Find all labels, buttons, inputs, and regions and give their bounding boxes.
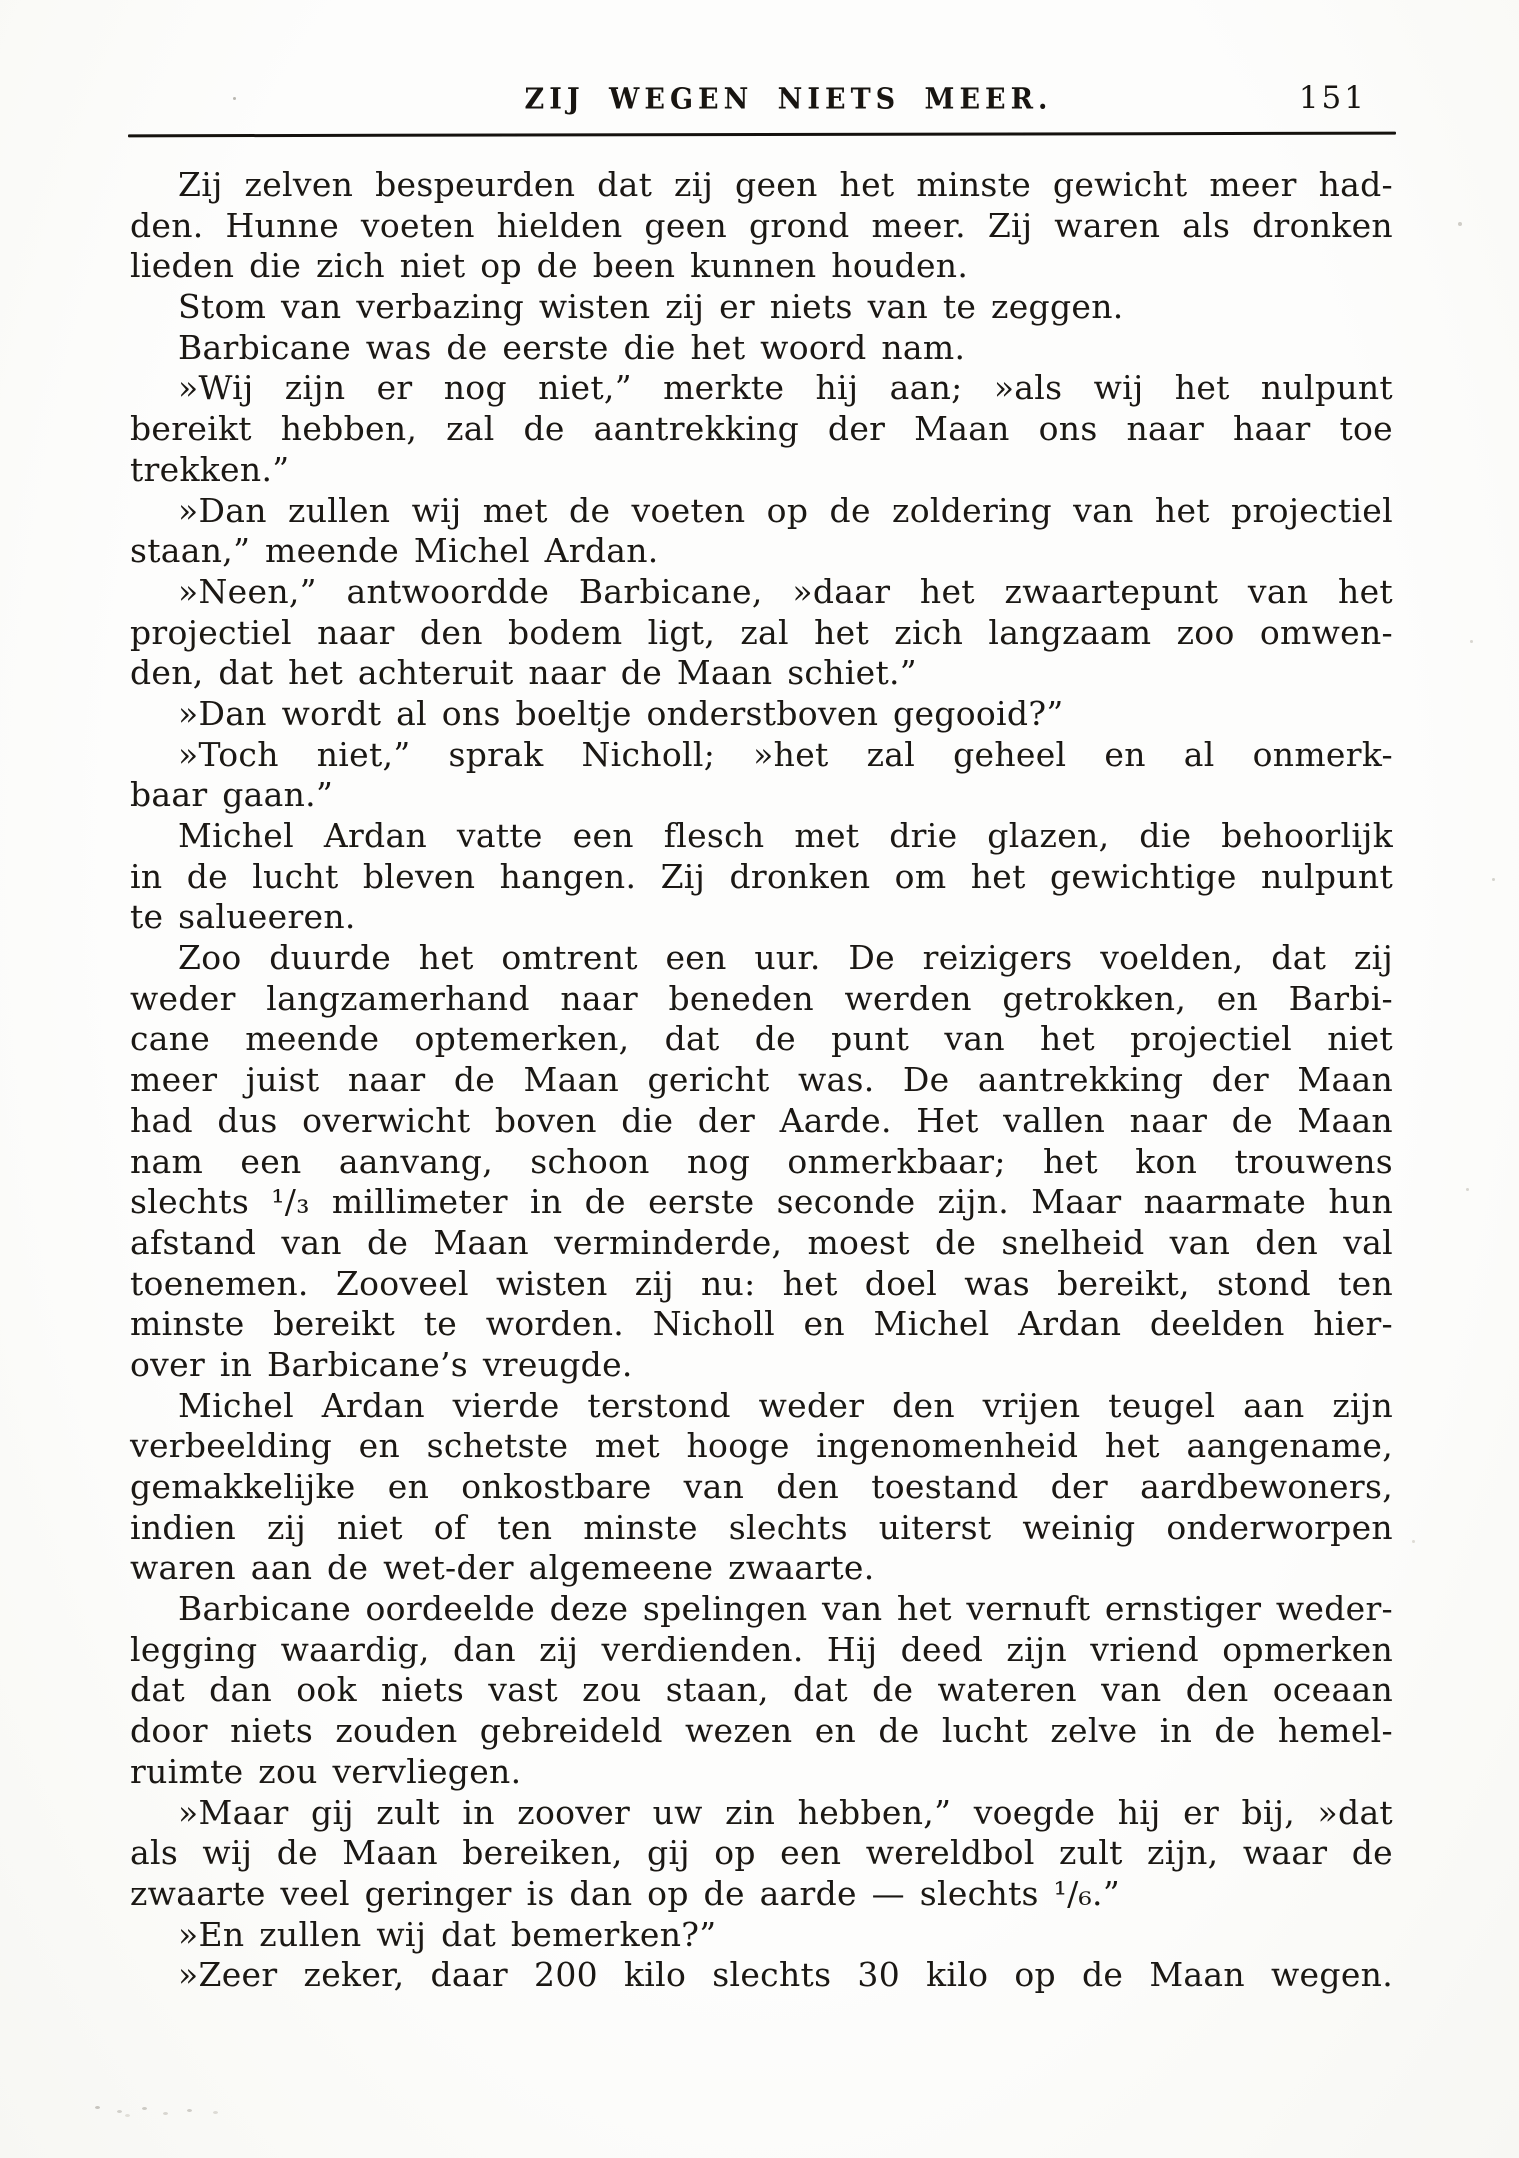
text-line: cane meende optemerken, dat de punt van het projectiel niet [130,1019,1393,1059]
text-line: slechts ¹/₃ millimeter in de eerste seconde zijn. Maar naarmate hun [130,1182,1393,1222]
text-line: indien zij niet of ten minste slechts uiterst weinig onderworpen [130,1507,1393,1547]
text-line: als wij de Maan bereiken, gij op een wereldbol zult zijn, waar de [130,1833,1393,1873]
text-line: »Wij zijn er nog niet,” merkte hij aan; »als wij het nulpunt [178,368,1393,408]
text-line: »Zeer zeker, daar 200 kilo slechts 30 kilo op de Maan wegen. [178,1955,1393,1995]
text-line: weder langzamerhand naar beneden werden getrokken, en Barbi- [130,978,1393,1018]
text-line: Stom van verbazing wisten zij er niets van te zeggen. [178,287,1124,327]
text-line: baar gaan.” [130,775,334,815]
text-line: »Toch niet,” sprak Nicholl; »het zal geheel en al onmerk- [178,734,1393,774]
text-line: waren aan de wet-der algemeene zwaarte. [130,1548,875,1588]
text-line: over in Barbicane’s vreugde. [130,1344,633,1384]
text-line: dat dan ook niets vast zou staan, dat de wateren van den oceaan [130,1670,1393,1710]
text-line: minste bereikt te worden. Nicholl en Michel Ardan deelden hier- [130,1304,1393,1344]
text-line: »Maar gij zult in zoover uw zin hebben,” voegde hij er bij, »dat [178,1792,1393,1832]
text-line: den, dat het achteruit naar de Maan schiet.” [130,653,917,693]
text-line: »En zullen wij dat bemerken?” [178,1914,717,1954]
text-line: den. Hunne voeten hielden geen grond meer. Zij waren als dronken [130,205,1393,245]
text-line: verbeelding en schetste met hooge ingenomenheid het aangename, [130,1426,1393,1466]
text-line: »Neen,” antwoordde Barbicane, »daar het zwaartepunt van het [178,571,1393,611]
text-line: bereikt hebben, zal de aantrekking der Maan ons naar haar toe [130,409,1393,449]
text-line: Zij zelven bespeurden dat zij geen het minste gewicht meer had- [178,165,1393,204]
text-line: toenemen. Zooveel wisten zij nu: het doel was bereikt, stond ten [130,1263,1393,1303]
text-line: gemakkelijke en onkostbare van den toestand der aardbewoners, [130,1467,1393,1506]
header-rule [128,132,1396,138]
scan-artifact [1412,1540,1415,1543]
text-line: »Dan zullen wij met de voeten op de zoldering van het projectiel [178,490,1393,530]
text-line: »Dan wordt al ons boeltje onderstboven gegooid?” [178,693,1064,733]
page-header [130,80,1393,130]
text-line: nam een aanvang, schoon nog onmerkbaar; het kon trouwens [130,1141,1393,1181]
text-line: ruimte zou vervliegen. [130,1751,522,1791]
scan-artifact [1470,640,1473,643]
body-text [130,165,1393,1996]
running-title: ZIJ WEGEN NIETS MEER. [524,82,1053,117]
text-line: meer juist naar de Maan gericht was. De aantrekking der Maan [130,1060,1393,1100]
text-line: afstand van de Maan verminderde, moest de snelheid van den val [130,1222,1393,1262]
text-line: in de lucht bleven hangen. Zij dronken om het gewichtige nulpunt [130,856,1393,896]
text-line: staan,” meende Michel Ardan. [130,531,659,571]
scan-artifact [1466,1188,1469,1191]
text-line: legging waardig, dan zij verdienden. Hij deed zijn vriend opmerken [130,1629,1393,1669]
scan-artifact [1492,878,1495,881]
text-line: Barbicane oordeelde deze spelingen van het vernuft ernstiger weder- [178,1589,1393,1629]
text-line: Michel Ardan vierde terstond weder den vrijen teugel aan zijn [178,1385,1393,1425]
scan-artifact [233,97,236,100]
page-number: 151 [1298,80,1367,116]
scan-artifact [95,2106,100,2109]
text-line: had dus overwicht boven die der Aarde. Het vallen naar de Maan [130,1100,1393,1140]
text-line: te salueeren. [130,897,356,937]
text-line: door niets zouden gebreideld wezen en de lucht zelve in de hemel- [130,1711,1393,1751]
text-line: zwaarte veel geringer is dan op de aarde — slechts ¹/₆.” [130,1873,1121,1913]
scan-artifact [1458,222,1462,226]
text-line: trekken.” [130,449,290,489]
text-line: Barbicane was de eerste die het woord nam. [178,327,966,367]
text-line: Zoo duurde het omtrent een uur. De reizigers voelden, dat zij [178,938,1393,978]
text-line: Michel Ardan vatte een flesch met drie glazen, die behoorlijk [178,816,1393,855]
text-line: projectiel naar den bodem ligt, zal het zich langzaam zoo omwen- [130,612,1393,652]
text-line: lieden die zich niet op de been kunnen houden. [130,246,969,286]
